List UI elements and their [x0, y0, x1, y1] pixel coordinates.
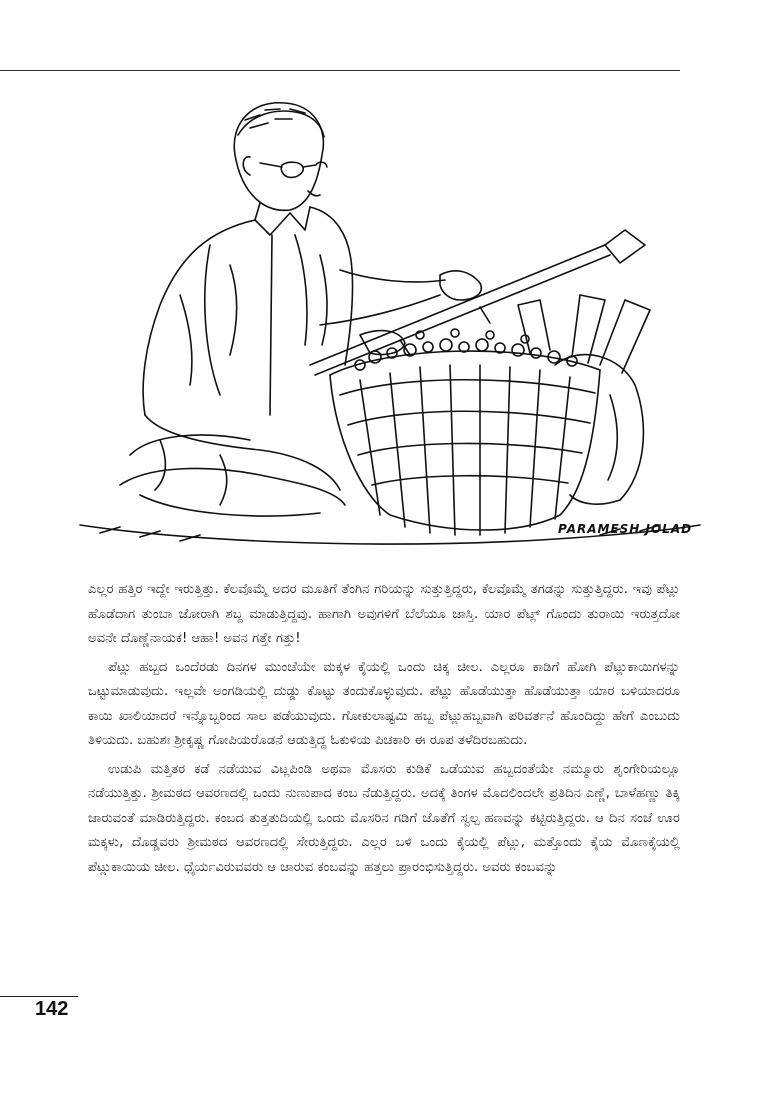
artist-signature: PARAMESH JOLAD — [558, 522, 693, 536]
paragraph-2: ಪೆಟ್ಲು ಹಬ್ಬದ ಒಂದೆರಡು ದಿನಗಳ ಮುಂಚೆಯೇ ಮಕ್ಕಳ ಕೈಯಲ್ಲಿ ಒಂದು ಚಿಕ್ಕ ಚೀಲ. ಎಲ್ಲರೂ ಕಾಡಿಗೆ ಹೋಗಿ ಪೆಟ್ಲುಕಾಯಿಗಳನ್ನು ಒಟ್ಟುಮಾಡುವುದು. ಇಲ್ಲವೇ ಅಂಗಡಿಯಲ್ಲಿ ದುಡ್ಡು ಕೊಟ್ಟು ತಂದುಕೊಳ್ಳುವುದು. ಪೆಟ್ಲು ಹೊಡೆಯುತ್ತಾ ಹೊಡೆಯುತ್ತಾ ಯಾರ ಬಳಿಯಾದರೂ ಕಾಯಿ ಖಾಲಿಯಾದರೆ ಇನ್ನೊಬ್ಬರಿಂದ ಸಾಲ ಪಡೆಯುವುದು. ಗೋಕುಲಾಷ್ಟಮಿ ಹಬ್ಬ ಪೆಟ್ಲುಹಬ್ಬವಾಗಿ ಪರಿವರ್ತನೆ ಹೊಂದಿದ್ದು ಹೇಗೆ ಎಂಬುದು ತಿಳಿಯದು. ಬಹುಶಃ ಶ್ರೀಕೃಷ್ಣ ಗೋಪಿಯರೊಡನೆ ಆಡುತ್ತಿದ್ದ ಓಕುಳಿಯ ಪಿಚಕಾರಿ ಈ ರೂಪ ತಳೆದಿರಬಹುದು. — [88, 659, 680, 748]
paragraph-1: ಎಲ್ಲರ ಹತ್ತಿರ ಇದ್ದೇ ಇರುತ್ತಿತ್ತು. ಕೆಲವೊಮ್ಮೆ ಅದರ ಮೂತಿಗೆ ತೆಂಗಿನ ಗರಿಯನ್ನು ಸುತ್ತುತ್ತಿದ್ದರು, ಕೆಲವೊಮ್ಮೆ ತಗಡನ್ನು ಸುತ್ತುತ್ತಿದ್ದರು. ಇವು ಪೆಟ್ಲು ಹೊಡೆದಾಗ ತುಂಬಾ ಜೋರಾಗಿ ಶಬ್ದ ಮಾಡುತ್ತಿದ್ದವು. ಹಾಗಾಗಿ ಅವುಗಳಿಗೆ ಬೆಲೆಯೂ ಜಾಸ್ತಿ. ಯಾರ ಪೆಟ್ಲ್ ಗೊಂದು ತುರಾಯಿ ಇರುತ್ತದೋ ಅವನೇ ದೊಣ್ಣೆನಾಯಕ! ಆಹಾ! ಅವನ ಗತ್ತೇ ಗತ್ತು! — [88, 582, 680, 646]
footer-rule — [0, 996, 78, 997]
page-number: 142 — [35, 998, 69, 1020]
top-rule — [0, 70, 680, 71]
paragraph-3: ಉಡುಪಿ ಮತ್ತಿತರ ಕಡೆ ನಡೆಯುವ ವಿಟ್ಲಪಿಂಡಿ ಅಥವಾ ಮೊಸರು ಕುಡಿಕೆ ಒಡೆಯುವ ಹಬ್ಬದಂತೆಯೇ ನಮ್ಮೂರು ಶೃಂಗೇರಿಯಲ್ಲೂ ನಡೆಯುತ್ತಿತ್ತು. ಶ್ರೀಮಠದ ಆವರಣದಲ್ಲಿ ಒಂದು ನುಣುಪಾದ ಕಂಬ ನೆಡುತ್ತಿದ್ದರು. ಅದಕ್ಕೆ ತಿಂಗಳ ಮೊದಲಿಂದಲೇ ಪ್ರತಿದಿನ ಎಣ್ಣೆ, ಬಾಳೆಹಣ್ಣು ತಿಕ್ಕಿ ಜಾರುವಂತೆ ಮಾಡಿರುತ್ತಿದ್ದರು. ಕಂಬದ ತುತ್ತತುದಿಯಲ್ಲಿ ಒಂದು ಮೊಸರಿನ ಗಡಿಗೆ ಜೊತೆಗೆ ಸ್ವಲ್ಪ ಹಣವನ್ನು ಕಟ್ಟಿರುತ್ತಿದ್ದರು. ಆ ದಿನ ಸಂಜೆ ಊರ ಮಕ್ಕಳು, ದೊಡ್ಡವರು ಶ್ರೀಮಠದ ಆವರಣದಲ್ಲಿ ಸೇರುತ್ತಿದ್ದರು. ಎಲ್ಲರ ಬಳಿ ಒಂದು ಕೈಯಲ್ಲಿ ಪೆಟ್ಲು, ಮತ್ತೊಂದು ಕೈಯ ಮೊಣಕೈಯಲ್ಲಿ ಪೆಟ್ಲುಕಾಯಿಯ ಚೀಲ. ಧೈರ್ಯವಿರುವವರು ಆ ಜಾರುವ ಕಂಬವನ್ನು ಹತ್ತಲು ಪ್ರಾರಂಭಿಸುತ್ತಿದ್ದರು. ಅವರು ಕಂಬವನ್ನು — [88, 761, 680, 875]
body-text — [88, 578, 680, 884]
man-with-basket-illustration-icon — [60, 95, 710, 555]
